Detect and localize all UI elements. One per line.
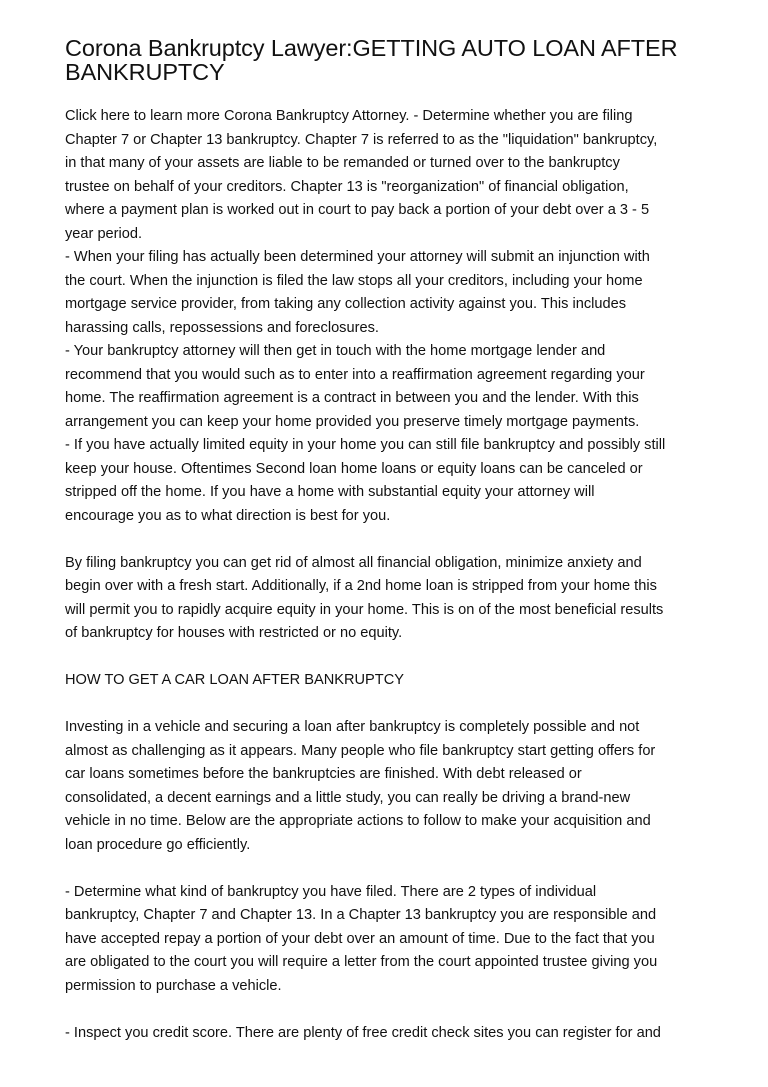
paragraph-benefits [65, 552, 710, 646]
text-line: have accepted repay a portion of your debt over an amount of time. Due to the fact that you [65, 930, 655, 947]
text-line: of bankruptcy for houses with restricted or no equity. [65, 625, 403, 641]
text-line: begin over with a fresh start. Additionally, if a 2nd home loan is stripped from your home this [65, 578, 657, 594]
text-line: trustee on behalf of your creditors. Chapter 13 is "reorganization" of financial obligation, [65, 178, 629, 195]
text-line: consolidated, a decent earnings and a little study, you can really be driving a brand-new [65, 789, 631, 806]
text-line: year period. [65, 225, 143, 242]
text-line: bankruptcy, Chapter 7 and Chapter 13. In a Chapter 13 bankruptcy you are responsible and [65, 907, 657, 923]
paragraph-intro [65, 105, 710, 528]
text-line: where a payment plan is worked out in court to pay back a portion of your debt over a 3 - 5 [65, 202, 650, 218]
paragraph-spacer [65, 857, 710, 881]
text-line: - Inspect you credit score. There are plenty of free credit check sites you can register for and [65, 1024, 661, 1041]
text-line: keep your house. Oftentimes Second loan home loans or equity loans can be canceled or [65, 460, 643, 477]
paragraph-spacer [65, 998, 710, 1022]
paragraph-spacer [65, 693, 710, 717]
text-line: Investing in a vehicle and securing a loan after bankruptcy is completely possible and not [65, 719, 640, 735]
text-line: - If you have actually limited equity in your home you can still file bankruptcy and possibly still [65, 437, 666, 453]
text-line: - Determine what kind of bankruptcy you have filed. There are 2 types of individual [65, 883, 597, 900]
document-title [65, 36, 710, 84]
text-line: loan procedure go efficiently. [65, 836, 251, 853]
text-line: harassing calls, repossessions and foreclosures. [65, 319, 379, 336]
text-line: are obligated to the court you will require a letter from the court appointed trustee giving you [65, 954, 658, 970]
paragraph-credit-score [65, 1022, 710, 1046]
text-line: By filing bankruptcy you can get rid of almost all financial obligation, minimize anxiety and [65, 554, 642, 571]
text-line: mortgage service provider, from taking any collection activity against you. This includes [65, 296, 627, 312]
heading-text: HOW TO GET A CAR LOAN AFTER BANKRUPTCY [65, 672, 404, 688]
paragraph-spacer [65, 646, 710, 670]
text-line: - When your filing has actually been determined your attorney will submit an injunction with [65, 249, 650, 265]
paragraph-spacer [65, 528, 710, 552]
text-line: home. The reaffirmation agreement is a contract in between you and the lender. With this [65, 390, 639, 406]
section-heading [65, 669, 710, 693]
text-line: recommend that you would such as to enter into a reaffirmation agreement regarding your [65, 366, 645, 383]
text-line: - Your bankruptcy attorney will then get in touch with the home mortgage lender and [65, 343, 606, 359]
text-line: encourage you as to what direction is best for you. [65, 507, 391, 524]
text-line: car loans sometimes before the bankruptcies are finished. With debt released or [65, 766, 582, 782]
text-line: permission to purchase a vehicle. [65, 977, 282, 994]
paragraph-determine-type [65, 881, 710, 999]
text-line: in that many of your assets are liable to be remanded or turned over to the bankruptcy [65, 155, 620, 171]
text-line: Chapter 7 or Chapter 13 bankruptcy. Chapter 7 is referred to as the "liquidation" bankruptcy, [65, 131, 658, 148]
text-line: Click here to learn more Corona Bankruptcy Attorney. - Determine whether you are filing [65, 108, 633, 124]
text-line: will permit you to rapidly acquire equity in your home. This is on of the most beneficial results [65, 601, 664, 618]
text-line: the court. When the injunction is filed the law stops all your creditors, including your home [65, 272, 643, 289]
title-line: BANKRUPTCY [65, 59, 225, 85]
text-line: vehicle in no time. Below are the appropriate actions to follow to make your acquisition and [65, 813, 651, 829]
text-line: stripped off the home. If you have a home with substantial equity your attorney will [65, 484, 595, 500]
text-line: almost as challenging as it appears. Many people who file bankruptcy start getting offers for [65, 742, 656, 759]
paragraph-car-loan [65, 716, 710, 857]
document-page [65, 36, 710, 1045]
title-line: Corona Bankruptcy Lawyer:GETTING AUTO LOAN AFTER [65, 35, 678, 61]
text-line: arrangement you can keep your home provided you preserve timely mortgage payments. [65, 413, 640, 430]
